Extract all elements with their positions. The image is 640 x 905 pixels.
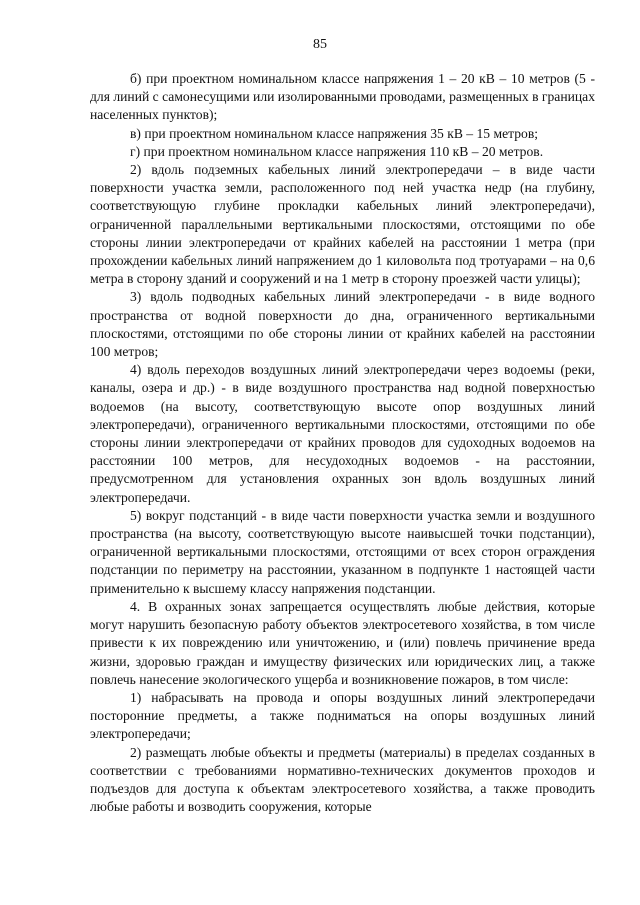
paragraph-item-b: б) при проектном номинальном классе напряжения 1 – 20 кВ – 10 метров (5 - для линий с самонесущими или изолированными проводами, размещенных в границах населенных пунктов); — [90, 71, 595, 123]
paragraph-overhead-line-crossings: 4) вдоль переходов воздушных линий электропередачи через водоемы (реки, каналы, озера и др.) - в виде воздушного пространства над водной поверхностью водоемов (на высоту, соответствующую высоте опор воздушных линий электропередачи), ограниченного вертикальными плоскостями, отстоящими по обе стороны линии электропередачи от крайних проводов для судоходных водоемов на расстоянии 100 метров, для несудоходных водоемов - на расстоянии, предусмотренном для установления охранных зон вдоль воздушных линий электропередачи. — [90, 362, 595, 505]
paragraph-prohibitions-intro: 4. В охранных зонах запрещается осуществлять любые действия, которые могут нарушить безопасную работу объектов электросетевого хозяйства, в том числе привести к их повреждению или уничтожению, и (или) повлечь причинение вреда жизни, здоровью граждан и имуществу физических или юридических лиц, а также повлечь нанесение экологического ущерба и возникновение пожаров, в том числе: — [90, 598, 595, 687]
document-body — [90, 70, 595, 816]
paragraph-underground-cable-lines: 2) вдоль подземных кабельных линий электропередачи – в виде части поверхности участка земли, расположенного под ней участка недр (на глубину, соответствующую глубине прокладки кабельных линий электропередачи), ограниченной параллельными вертикальными плоскостями, отстоящими по обе стороны линии электропередачи от крайних кабелей на расстоянии 1 метра (при прохождении кабельных линий напряжением до 1 киловольта под тротуарами – на 0,6 метра в сторону зданий и сооружений и на 1 метр в сторону проезжей части улицы); — [90, 162, 595, 287]
paragraph-item-g: г) при проектном номинальном классе напряжения 110 кВ – 20 метров. — [130, 143, 544, 159]
page-number: 85 — [313, 37, 327, 52]
paragraph-item-v: в) при проектном номинальном классе напряжения 35 кВ – 15 метров; — [130, 125, 539, 141]
paragraph-substations: 5) вокруг подстанций - в виде части поверхности участка земли и воздушного пространства (на высоту, соответствующую высоте наивысшей точки подстанции), ограниченной вертикальными плоскостями, отстоящими от всех сторон ограждения подстанции по периметру на расстоянии, указанном в подпункте 1 настоящей части применительно к высшему классу напряжения подстанции. — [90, 507, 595, 596]
paragraph-underwater-cable-lines: 3) вдоль подводных кабельных линий электропередачи - в виде водного пространства от водной поверхности до дна, ограниченного вертикальными плоскостями, отстоящими по обе стороны линии от крайних кабелей на расстоянии 100 метров; — [90, 289, 595, 360]
paragraph-prohibition-1: 1) набрасывать на провода и опоры воздушных линий электропередачи посторонние предметы, а также подниматься на опоры воздушных линий электропередачи; — [90, 689, 595, 742]
paragraph-prohibition-2: 2) размещать любые объекты и предметы (материалы) в пределах созданных в соответствии с требованиями нормативно-технических документов проходов и подъездов для доступа к объектам электросетевого хозяйства, а также проводить любые работы и возводить сооружения, которые — [90, 744, 595, 815]
